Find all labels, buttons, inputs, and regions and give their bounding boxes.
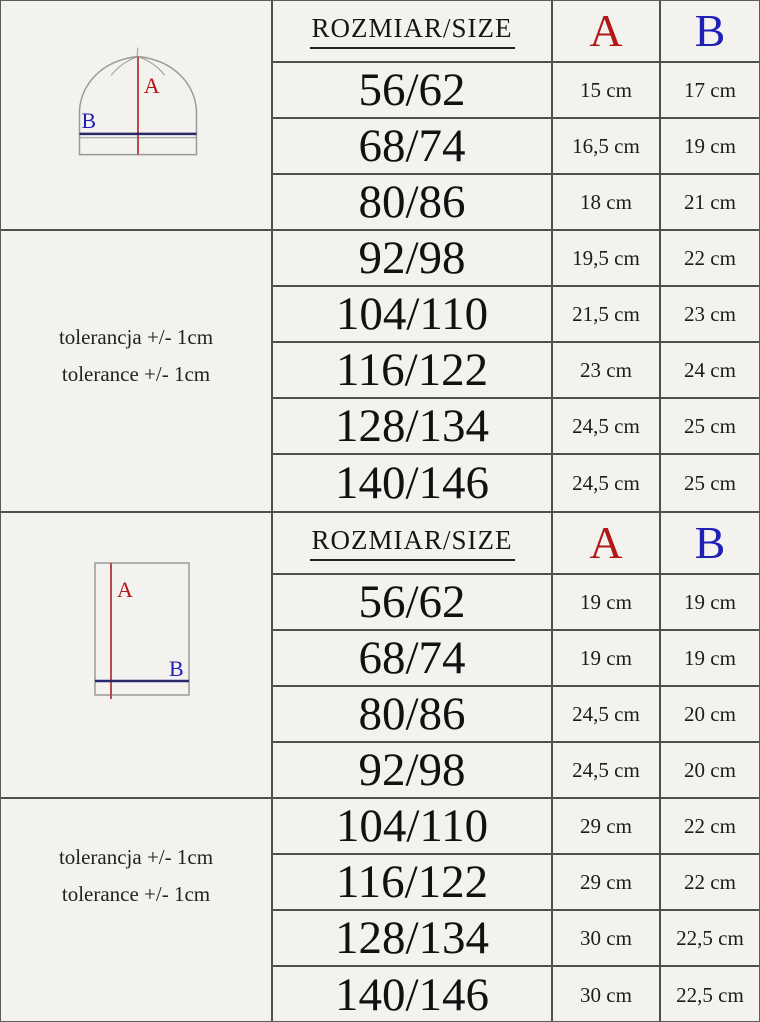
measure-a-cell: 29 cm (553, 799, 661, 855)
size-cell: 56/62 (273, 63, 553, 119)
measure-a-cell: 18 cm (553, 175, 661, 231)
measure-a-cell: 24,5 cm (553, 687, 661, 743)
diagram-label-b: B (81, 108, 97, 133)
diagram-label-a: A (117, 577, 133, 602)
measure-b-cell: 22,5 cm (676, 982, 744, 1007)
tolerance-line-en: tolerance +/- 1cm (61, 882, 211, 906)
size-cell: 68/74 (273, 631, 553, 687)
column-header-b (661, 513, 759, 575)
size-cell: 140/146 (273, 967, 553, 1022)
measure-a-cell: 30 cm (553, 911, 661, 967)
measure-a-cell: 30 cm (553, 967, 661, 1022)
measure-b-cell: 22 cm (661, 799, 759, 855)
measure-a-cell: 29 cm (553, 855, 661, 911)
measure-a-cell: 19 cm (553, 575, 661, 631)
tolerance-line-pl: tolerancja +/- 1cm (58, 325, 214, 350)
size-cell: 116/122 (273, 855, 553, 911)
hat-size-table (1, 1, 759, 511)
size-cell: 128/134 (273, 399, 553, 455)
tolerance-line-en: tolerance +/- 1cm (61, 362, 211, 386)
column-header-b (661, 1, 759, 63)
measure-a-cell: 19,5 cm (553, 231, 661, 287)
size-cell: 104/110 (273, 287, 553, 343)
column-header-size-label: ROZMIAR/SIZE (310, 13, 515, 49)
column-header-size (273, 513, 553, 575)
measure-b-cell: 20 cm (661, 743, 759, 799)
diagram-label-b: B (169, 656, 184, 681)
column-header-a (553, 513, 661, 575)
measure-a-cell: 21,5 cm (553, 287, 661, 343)
size-cell: 116/122 (273, 343, 553, 399)
measure-b-cell: 19 cm (661, 119, 759, 175)
rectangle-size-table (1, 511, 759, 1021)
measure-b-cell: 22 cm (661, 231, 759, 287)
size-cell: 92/98 (273, 743, 553, 799)
size-cell: 56/62 (273, 575, 553, 631)
size-cell: 80/86 (273, 175, 553, 231)
measure-b-cell: 22,5 cm (661, 911, 759, 967)
measure-b-cell: 17 cm (661, 63, 759, 119)
size-cell: 80/86 (273, 687, 553, 743)
measure-b-cell: 25 cm (661, 399, 759, 455)
measure-a-cell: 24,5 cm (553, 455, 661, 511)
column-header-size-label: ROZMIAR/SIZE (310, 525, 515, 561)
measure-a-cell: 15 cm (553, 63, 661, 119)
diagram-label-a: A (143, 74, 160, 99)
column-header-a (553, 1, 661, 63)
size-cell: 92/98 (273, 231, 553, 287)
measure-b-cell: 24 cm (661, 343, 759, 399)
measure-a-cell: 24,5 cm (553, 743, 661, 799)
measure-b-cell: 19 cm (661, 631, 759, 687)
measure-a-cell: 24,5 cm (553, 399, 661, 455)
measure-b-cell: 25 cm (684, 470, 736, 495)
size-cell: 104/110 (273, 799, 553, 855)
measure-a-cell: 19 cm (553, 631, 661, 687)
size-cell: 68/74 (273, 119, 553, 175)
tolerance-note (1, 799, 273, 1022)
column-header-b-label: B (694, 517, 726, 568)
measure-a-cell: 16,5 cm (553, 119, 661, 175)
size-cell: 128/134 (273, 911, 553, 967)
hat-tip (137, 48, 138, 57)
column-header-a-label: A (589, 5, 623, 56)
measure-a-cell: 23 cm (553, 343, 661, 399)
measure-b-cell: 20 cm (661, 687, 759, 743)
size-cell: 140/146 (273, 455, 553, 511)
tolerance-note (1, 231, 273, 511)
rectangle-diagram (1, 513, 271, 797)
measure-b-cell: 19 cm (661, 575, 759, 631)
measure-b-cell: 23 cm (661, 287, 759, 343)
rectangle-diagram-cell (1, 513, 273, 799)
tolerance-line-pl: tolerancja +/- 1cm (58, 845, 214, 870)
column-header-b-label: B (694, 5, 726, 56)
column-header-a-label: A (589, 517, 623, 568)
hat-diagram-cell (1, 1, 273, 231)
column-header-size (273, 1, 553, 63)
hat-diagram (1, 1, 271, 229)
measure-b-cell: 21 cm (661, 175, 759, 231)
measure-b-cell: 22 cm (661, 855, 759, 911)
